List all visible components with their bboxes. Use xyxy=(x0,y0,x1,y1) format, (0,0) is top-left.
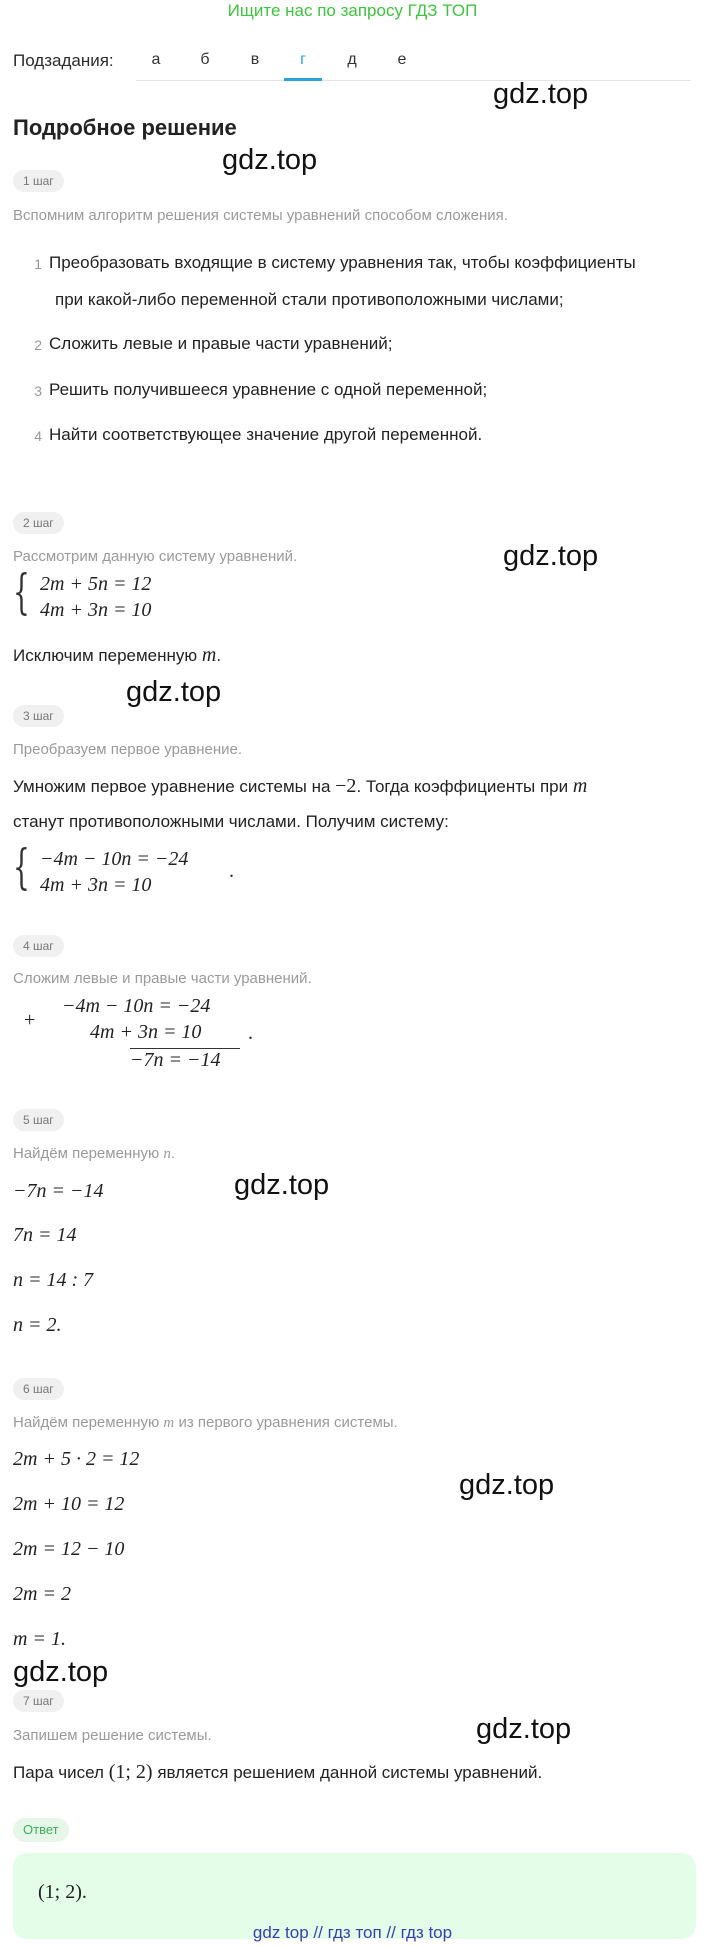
list-number: 1 xyxy=(34,256,42,272)
step-hint: Запишем решение системы. xyxy=(13,1727,212,1744)
plus-sign: + xyxy=(24,1009,36,1031)
equation: 2m + 10 = 12 xyxy=(13,1493,125,1515)
list-item: Найти соответствующее значение другой переменной. xyxy=(49,425,483,444)
system-brace: { xyxy=(13,839,30,895)
variable-m: m xyxy=(201,644,217,666)
watermark: gdz.top xyxy=(234,1169,330,1201)
equation: 2m = 12 − 10 xyxy=(13,1538,125,1560)
step-hint xyxy=(13,1414,398,1432)
footer-links[interactable]: gdz top // гдз топ // гдз top xyxy=(252,1923,453,1942)
step3-paragraph-line1 xyxy=(13,775,587,798)
step3-text: Умножим первое уравнение системы на xyxy=(13,777,331,796)
exclude-text: Исключим переменную m. xyxy=(13,644,222,666)
tab-d[interactable]: д xyxy=(347,51,357,68)
step-hint: Преобразуем первое уравнение. xyxy=(13,741,243,758)
step-hint: Рассмотрим данную систему уравнений. xyxy=(13,548,298,565)
conclusion-post: является решением данной системы уравнений. xyxy=(157,1763,543,1782)
list-item-continuation: при какой-либо переменной стали противоположными числами; xyxy=(55,290,564,309)
list-item: Решить получившееся уравнение с одной переменной; xyxy=(49,380,488,399)
solution-pair: (1; 2) xyxy=(108,1761,153,1783)
step-hint: Вспомним алгоритм решения системы уравнений способом сложения. xyxy=(13,207,508,224)
tab-b[interactable]: б xyxy=(200,51,210,68)
search-hint-link[interactable]: Ищите нас по запросу ГДЗ ТОП xyxy=(227,1,478,20)
step-badge: 4 шаг xyxy=(13,935,64,957)
equation: m = 1. xyxy=(13,1628,66,1650)
step-badge: 2 шаг xyxy=(13,512,64,534)
system-equation: −4m − 10n = −24 xyxy=(40,848,189,870)
exclude-label: Исключим переменную xyxy=(13,646,198,665)
system-equation: 4m + 3n = 10 xyxy=(40,874,152,896)
tab-g[interactable]: г xyxy=(300,51,306,68)
period: . xyxy=(229,860,234,882)
step-hint: Найдём переменную n. xyxy=(13,1145,176,1162)
period: . xyxy=(248,1022,253,1044)
sum-row: 4m + 3n = 10 xyxy=(90,1021,202,1043)
step-badge: 1 шаг xyxy=(13,170,64,192)
watermark: gdz.top xyxy=(13,1656,109,1688)
equation: 2m = 2 xyxy=(13,1583,71,1605)
equation: n = 14 : 7 xyxy=(13,1269,94,1291)
conclusion-pre: Пара чисел xyxy=(13,1763,104,1782)
watermark: gdz.top xyxy=(503,540,599,572)
tab-a[interactable]: а xyxy=(151,51,161,68)
multiplier: −2 xyxy=(335,775,357,797)
equation: −7n = −14 xyxy=(13,1180,104,1202)
variable-m: m xyxy=(572,775,588,797)
step-hint-text: Найдём переменную xyxy=(13,1414,160,1431)
sum-row: −4m − 10n = −24 xyxy=(62,995,211,1017)
variable-m: m xyxy=(163,1415,175,1431)
tab-v[interactable]: в xyxy=(250,51,260,68)
step-badge: 5 шаг xyxy=(13,1109,64,1131)
tabs-divider xyxy=(136,80,691,81)
step-hint-text: из первого уравнения системы. xyxy=(178,1414,398,1431)
list-number: 4 xyxy=(34,428,42,444)
equation: n = 2. xyxy=(13,1314,62,1336)
variable-n: n xyxy=(163,1146,171,1162)
step-hint-text: Найдём переменную xyxy=(13,1145,160,1162)
watermark: gdz.top xyxy=(459,1469,555,1501)
tab-e[interactable]: е xyxy=(397,51,407,68)
page-title: Подробное решение xyxy=(13,115,237,140)
step-hint: Сложим левые и правые части уравнений. xyxy=(13,970,312,987)
system-equation: 4m + 3n = 10 xyxy=(40,599,152,621)
step-badge: 7 шаг xyxy=(13,1690,64,1712)
list-number: 2 xyxy=(34,337,42,353)
system-equation: 2m + 5n = 12 xyxy=(40,573,152,595)
list-number: 3 xyxy=(34,383,42,399)
step3-paragraph-line2: станут противоположными числами. Получим систему: xyxy=(13,812,449,831)
equation: 7n = 14 xyxy=(13,1224,77,1246)
step-badge: 3 шаг xyxy=(13,705,64,727)
watermark: gdz.top xyxy=(476,1713,572,1745)
sum-result: −7n = −14 xyxy=(130,1049,221,1071)
watermark: gdz.top xyxy=(222,144,318,176)
answer-badge: Ответ xyxy=(13,1818,69,1842)
system-brace: { xyxy=(13,564,30,620)
watermark: gdz.top xyxy=(126,676,222,708)
step3-text: . Тогда коэффициенты при xyxy=(356,777,569,796)
active-tab-indicator xyxy=(284,78,322,81)
step-badge: 6 шаг xyxy=(13,1378,64,1400)
subtasks-label: Подзадания: xyxy=(13,51,114,70)
answer-value: (1; 2). xyxy=(38,1881,87,1903)
equation: 2m + 5 · 2 = 12 xyxy=(13,1448,140,1470)
watermark: gdz.top xyxy=(493,78,589,110)
list-item: Сложить левые и правые части уравнений; xyxy=(49,334,393,353)
conclusion-text xyxy=(13,1761,542,1784)
list-item: Преобразовать входящие в систему уравнения так, чтобы коэффициенты xyxy=(49,253,636,272)
